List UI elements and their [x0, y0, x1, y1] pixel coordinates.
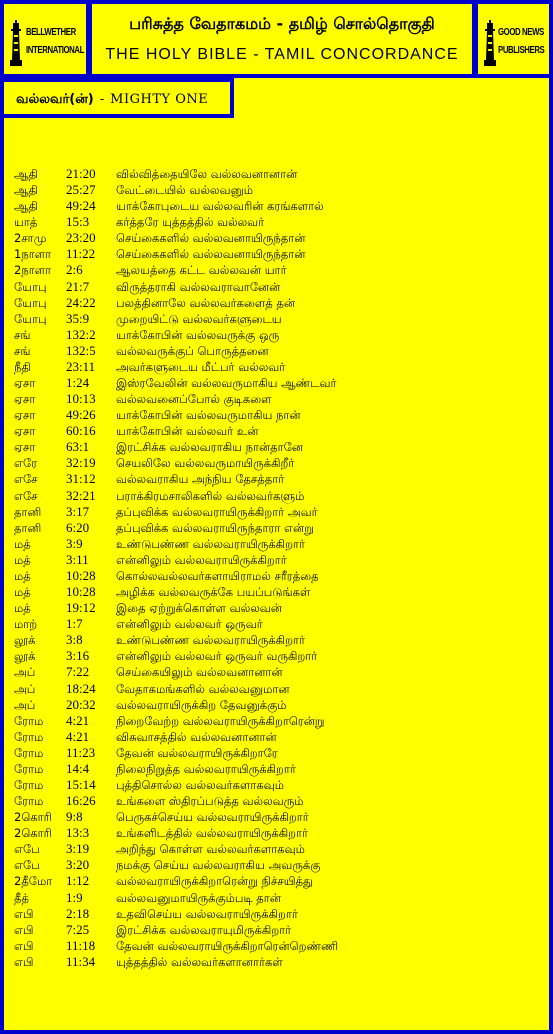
entry-text: என்னிலும் வல்லவர் ஒருவர் வருகிறார் [116, 649, 318, 664]
concordance-entry [0, 391, 553, 407]
entry-reference: 16:26 [66, 793, 96, 809]
concordance-entry [0, 632, 553, 648]
entry-text: செய்கைகளில் வல்லவனாயிருந்தான் [116, 231, 306, 246]
entry-text: என்னிலும் வல்லவர் ஒருவர் [116, 617, 263, 632]
entry-reference: 6:20 [66, 519, 90, 535]
entry-reference: 4:21 [66, 712, 90, 728]
entry-book: யோபு [14, 279, 47, 294]
publisher-logo-left [0, 0, 90, 78]
entry-reference: 10:28 [66, 567, 96, 583]
entry-text: வல்லவனைப்போல் குடிகளை [116, 392, 272, 407]
entry-book: லூக் [14, 633, 36, 648]
concordance-entry [0, 198, 553, 214]
entry-book: எபி [14, 922, 34, 937]
entry-reference: 7:22 [66, 664, 90, 680]
entry-reference: 32:21 [66, 487, 96, 503]
entry-text: செய்கைகளில் வல்லவனாயிருந்தான் [116, 247, 306, 262]
entry-book: ரோம [14, 761, 44, 776]
logo-line-1: BELLWETHER [26, 27, 76, 38]
entry-text: அழிக்க வல்லவருக்கே பயப்படுங்கள் [116, 585, 311, 600]
entry-text: பலத்தினாலே வல்லவர்களைத் தன் [116, 295, 296, 310]
entry-book: எபே [14, 858, 40, 873]
entry-text: ஆலயத்தை கட்ட வல்லவன் யார் [116, 263, 287, 278]
entry-reference: 1:12 [66, 873, 90, 889]
concordance-entry [0, 295, 553, 311]
concordance-entry [0, 681, 553, 697]
concordance-entry [0, 311, 553, 327]
entry-text: நமக்கு செய்ய வல்லவராகிய அவருக்கு [116, 858, 321, 873]
entry-text: விசுவாசத்தில் வல்லவனானான் [116, 729, 277, 744]
concordance-entry [0, 488, 553, 504]
entry-book: லூக் [14, 649, 36, 664]
entry-text: யாக்கோபின் வல்லவருமாகிய நான் [116, 408, 301, 423]
entry-text: அறிந்து கொள்ள வல்லவர்களாகவும் [116, 842, 305, 857]
entry-book: ஏசா [14, 376, 36, 391]
entry-text: வல்லவருக்குப் பொருத்தனை [116, 343, 269, 358]
concordance-entry [0, 552, 553, 568]
entry-book: ரோம [14, 713, 44, 728]
concordance-list [0, 166, 553, 970]
concordance-entry [0, 906, 553, 922]
entry-book: ஆதி [14, 199, 38, 214]
entry-text: செயலிலே வல்லவருமாயிருக்கிறீர் [116, 456, 295, 471]
lighthouse-icon [10, 20, 22, 66]
concordance-entry [0, 600, 553, 616]
entry-reference: 15:3 [66, 214, 90, 230]
entry-text: வல்லவனுமாயிருக்கும்படி தான் [116, 890, 281, 905]
concordance-entry [0, 455, 553, 471]
entry-reference: 21:20 [66, 166, 96, 181]
entry-text: உங்களை ஸ்திரப்படுத்த வல்லவரும் [116, 794, 304, 809]
entry-reference: 49:24 [66, 198, 96, 214]
entry-text: பெருகச்செய்ய வல்லவராயிருக்கிறார் [116, 810, 309, 825]
entry-book: யோபு [14, 311, 47, 326]
entry-book: மத் [14, 585, 31, 600]
entry-text: உண்டுபண்ண வல்லவராயிருக்கிறார் [116, 536, 305, 551]
entry-book: எசே [14, 488, 38, 503]
entry-text: கர்த்தரே யுத்தத்தில் வல்லவர் [116, 215, 265, 230]
entry-text: வேட்டையில் வல்லவனும் [116, 183, 254, 198]
title-english: THE HOLY BIBLE - TAMIL CONCORDANCE [105, 46, 459, 63]
entry-reference: 23:20 [66, 230, 96, 246]
entry-book: எபி [14, 954, 34, 969]
concordance-entry [0, 182, 553, 198]
entry-reference: 49:26 [66, 407, 96, 423]
entry-book: 2தீமோ [14, 874, 53, 889]
entry-text: யாக்கோபுடைய வல்லவரின் கரங்களால் [116, 199, 324, 214]
entry-book: எரே [14, 456, 38, 471]
logo-line-1: GOOD NEWS [498, 27, 544, 38]
entry-reference: 15:14 [66, 776, 96, 792]
entry-book: எபி [14, 906, 34, 921]
entry-book: நீதி [14, 359, 31, 374]
entry-text: தப்புவிக்க வல்லவராயிருந்தாரா என்று [116, 520, 314, 535]
entry-book: மாற் [14, 617, 38, 632]
entry-reference: 35:9 [66, 310, 90, 326]
entry-text: உங்களிடத்தில் வல்லவராயிருக்கிறார் [116, 826, 308, 841]
title-banner [88, 0, 476, 78]
entry-text: வல்லவராகிய அந்நிய தேசத்தார் [116, 472, 285, 487]
concordance-entry [0, 873, 553, 889]
entry-reference: 60:16 [66, 423, 96, 439]
concordance-entry [0, 584, 553, 600]
publisher-logo-right [474, 0, 553, 78]
entry-book: மத் [14, 601, 31, 616]
concordance-entry [0, 262, 553, 278]
entry-text: தப்புவிக்க வல்லவராயிருக்கிறார் அவர் [116, 504, 318, 519]
concordance-entry [0, 616, 553, 632]
concordance-entry [0, 246, 553, 262]
concordance-entry [0, 793, 553, 809]
entry-text: இரட்சிக்க வல்லவராயுமிருக்கிறார் [116, 922, 292, 937]
concordance-entry [0, 439, 553, 455]
topic-separator: - [99, 92, 105, 107]
good-news-logo [484, 18, 545, 68]
concordance-entry [0, 761, 553, 777]
entry-reference: 4:21 [66, 728, 90, 744]
concordance-entry [0, 423, 553, 439]
entry-book: ஆதி [14, 183, 38, 198]
entry-reference: 32:19 [66, 455, 96, 471]
concordance-entry [0, 359, 553, 375]
entry-text: யுத்தத்தில் வல்லவர்களானார்கள் [116, 954, 283, 969]
entry-book: சங் [14, 327, 31, 342]
concordance-entry [0, 777, 553, 793]
entry-text: பராக்கிரமசாலிகளில் வல்லவர்களும் [116, 488, 305, 503]
entry-book: ரோம [14, 745, 44, 760]
concordance-entry [0, 825, 553, 841]
entry-book: சங் [14, 343, 31, 358]
entry-book: மத் [14, 536, 31, 551]
entry-book: அப் [14, 697, 36, 712]
entry-text: நிறைவேற்ற வல்லவராயிருக்கிறாரென்று [116, 713, 325, 728]
bellwether-logo [10, 18, 85, 68]
entry-text: யாக்கோபின் வல்லவருக்கு ஒரு [116, 327, 280, 342]
concordance-entry [0, 520, 553, 536]
entry-book: மத் [14, 552, 31, 567]
concordance-entry [0, 536, 553, 552]
logo-line-2: INTERNATIONAL [26, 45, 85, 56]
entry-reference: 132:2 [66, 326, 96, 342]
entry-text: உதவிசெய்ய வல்லவராயிருக்கிறார் [116, 906, 298, 921]
entry-reference: 3:16 [66, 648, 90, 664]
entry-book: ஏசா [14, 408, 36, 423]
entry-text: முறையிட்டு வல்லவர்களுடைய [116, 311, 282, 326]
concordance-entry [0, 504, 553, 520]
entry-reference: 13:3 [66, 825, 90, 841]
entry-reference: 9:8 [66, 809, 83, 825]
concordance-entry [0, 375, 553, 391]
entry-text: இஸ்ரவேலின் வல்லவருமாகிய ஆண்டவர் [116, 376, 337, 391]
topic-header [0, 78, 234, 118]
entry-book: ரோம [14, 729, 44, 744]
concordance-entry [0, 809, 553, 825]
concordance-entry [0, 890, 553, 906]
concordance-entry [0, 166, 553, 182]
topic-tamil: வல்லவர்(ன்) [16, 92, 94, 107]
lighthouse-icon [484, 20, 496, 66]
concordance-entry [0, 471, 553, 487]
concordance-entry [0, 713, 553, 729]
concordance-entry [0, 214, 553, 230]
concordance-entry [0, 664, 553, 680]
entry-reference: 1:7 [66, 616, 83, 632]
concordance-entry [0, 230, 553, 246]
entry-book: ஏசா [14, 440, 36, 455]
entry-book: எசே [14, 472, 38, 487]
logo-line-2: PUBLISHERS [498, 45, 545, 56]
entry-text: உண்டுபண்ண வல்லவராயிருக்கிறார் [116, 633, 305, 648]
entry-book: அப் [14, 665, 36, 680]
concordance-entry [0, 407, 553, 423]
entry-reference: 20:32 [66, 696, 96, 712]
concordance-entry [0, 745, 553, 761]
entry-reference: 63:1 [66, 439, 90, 455]
entry-reference: 24:22 [66, 294, 96, 310]
concordance-entry [0, 568, 553, 584]
concordance-entry [0, 729, 553, 745]
entry-reference: 23:11 [66, 358, 96, 374]
entry-book: ஏசா [14, 392, 36, 407]
entry-reference: 11:23 [66, 744, 96, 760]
entry-reference: 1:24 [66, 375, 90, 391]
entry-text: வேதாகமங்களில் வல்லவனுமான [116, 681, 290, 696]
entry-book: எபி [14, 938, 34, 953]
entry-text: யாக்கோபின் வல்லவர் உன் [116, 424, 259, 439]
entry-reference: 3:19 [66, 841, 90, 857]
entry-reference: 11:22 [66, 246, 96, 262]
entry-book: ஆதி [14, 167, 38, 181]
entry-reference: 18:24 [66, 680, 96, 696]
entry-book: யாத் [14, 215, 38, 230]
entry-reference: 3:8 [66, 632, 83, 648]
entry-text: வல்லவராயிருக்கிறாரென்று நிச்சயித்து [116, 874, 313, 889]
entry-text: தேவன் வல்லவராயிருக்கிறாரென்றெண்ணி [116, 938, 339, 953]
entry-book: ஏசா [14, 424, 36, 439]
entry-text: செய்கையிலும் வல்லவனானான் [116, 665, 283, 680]
entry-reference: 132:5 [66, 342, 96, 358]
topic-english: MIGHTY ONE [110, 92, 209, 107]
entry-text: கொல்லவல்லவர்களாயிராமல் சரீரத்தை [116, 568, 319, 583]
entry-reference: 3:20 [66, 857, 90, 873]
title-tamil: பரிசுத்த வேதாகமம் - தமிழ் சொல்தொகுதி [129, 14, 435, 33]
entry-reference: 31:12 [66, 471, 96, 487]
entry-reference: 7:25 [66, 921, 90, 937]
entry-book: தானி [14, 520, 42, 535]
concordance-entry [0, 343, 553, 359]
entry-text: இரட்சிக்க வல்லவராகிய நான்தானே [116, 440, 303, 455]
entry-reference: 11:34 [66, 953, 96, 969]
entry-book: 2நாளா [14, 263, 52, 278]
entry-reference: 1:9 [66, 889, 83, 905]
entry-text: இதை ஏற்றுக்கொள்ள வல்லவன் [116, 601, 282, 616]
concordance-entry [0, 954, 553, 970]
concordance-entry [0, 648, 553, 664]
entry-reference: 21:7 [66, 278, 90, 294]
entry-text: அவர்களுடைய மீட்பர் வல்லவர் [116, 359, 286, 374]
entry-reference: 11:18 [66, 937, 96, 953]
entry-book: எபே [14, 842, 40, 857]
concordance-entry [0, 697, 553, 713]
entry-book: தானி [14, 504, 42, 519]
entry-book: 2கொரி [14, 810, 52, 825]
entry-text: வல்லவராயிருக்கிற தேவனுக்கும் [116, 697, 287, 712]
entry-reference: 19:12 [66, 600, 96, 616]
entry-book: யோபு [14, 295, 47, 310]
concordance-entry [0, 841, 553, 857]
entry-text: என்னிலும் வல்லவராயிருக்கிறார் [116, 552, 287, 567]
entry-reference: 3:9 [66, 535, 83, 551]
entry-reference: 25:27 [66, 182, 96, 198]
entry-reference: 10:13 [66, 391, 96, 407]
entry-book: 1நாளா [14, 247, 52, 262]
entry-book: மத் [14, 568, 31, 583]
concordance-entry [0, 279, 553, 295]
entry-text: தேவன் வல்லவராயிருக்கிறாரே [116, 745, 278, 760]
concordance-entry [0, 938, 553, 954]
entry-reference: 3:11 [66, 551, 89, 567]
entry-reference: 3:17 [66, 503, 90, 519]
entry-book: அப் [14, 681, 36, 696]
concordance-entry [0, 857, 553, 873]
entry-reference: 14:4 [66, 760, 90, 776]
concordance-entry [0, 327, 553, 343]
entry-reference: 2:6 [66, 262, 83, 278]
entry-book: ரோம [14, 777, 44, 792]
entry-book: 2கொரி [14, 826, 52, 841]
entry-text: விருத்தராகி வல்லவராவானேன் [116, 279, 281, 294]
entry-reference: 2:18 [66, 905, 90, 921]
entry-book: தீத் [14, 890, 29, 905]
entry-text: புத்திசொல்ல வல்லவர்களாகவும் [116, 777, 285, 792]
entry-book: ரோம [14, 794, 44, 809]
concordance-entry [0, 922, 553, 938]
entry-reference: 10:28 [66, 584, 96, 600]
entry-text: வில்வித்தையிலே வல்லவனானான் [116, 167, 298, 181]
entry-book: 2சாமு [14, 231, 47, 246]
entry-text: நிலைநிறுத்த வல்லவராயிருக்கிறார் [116, 761, 296, 776]
